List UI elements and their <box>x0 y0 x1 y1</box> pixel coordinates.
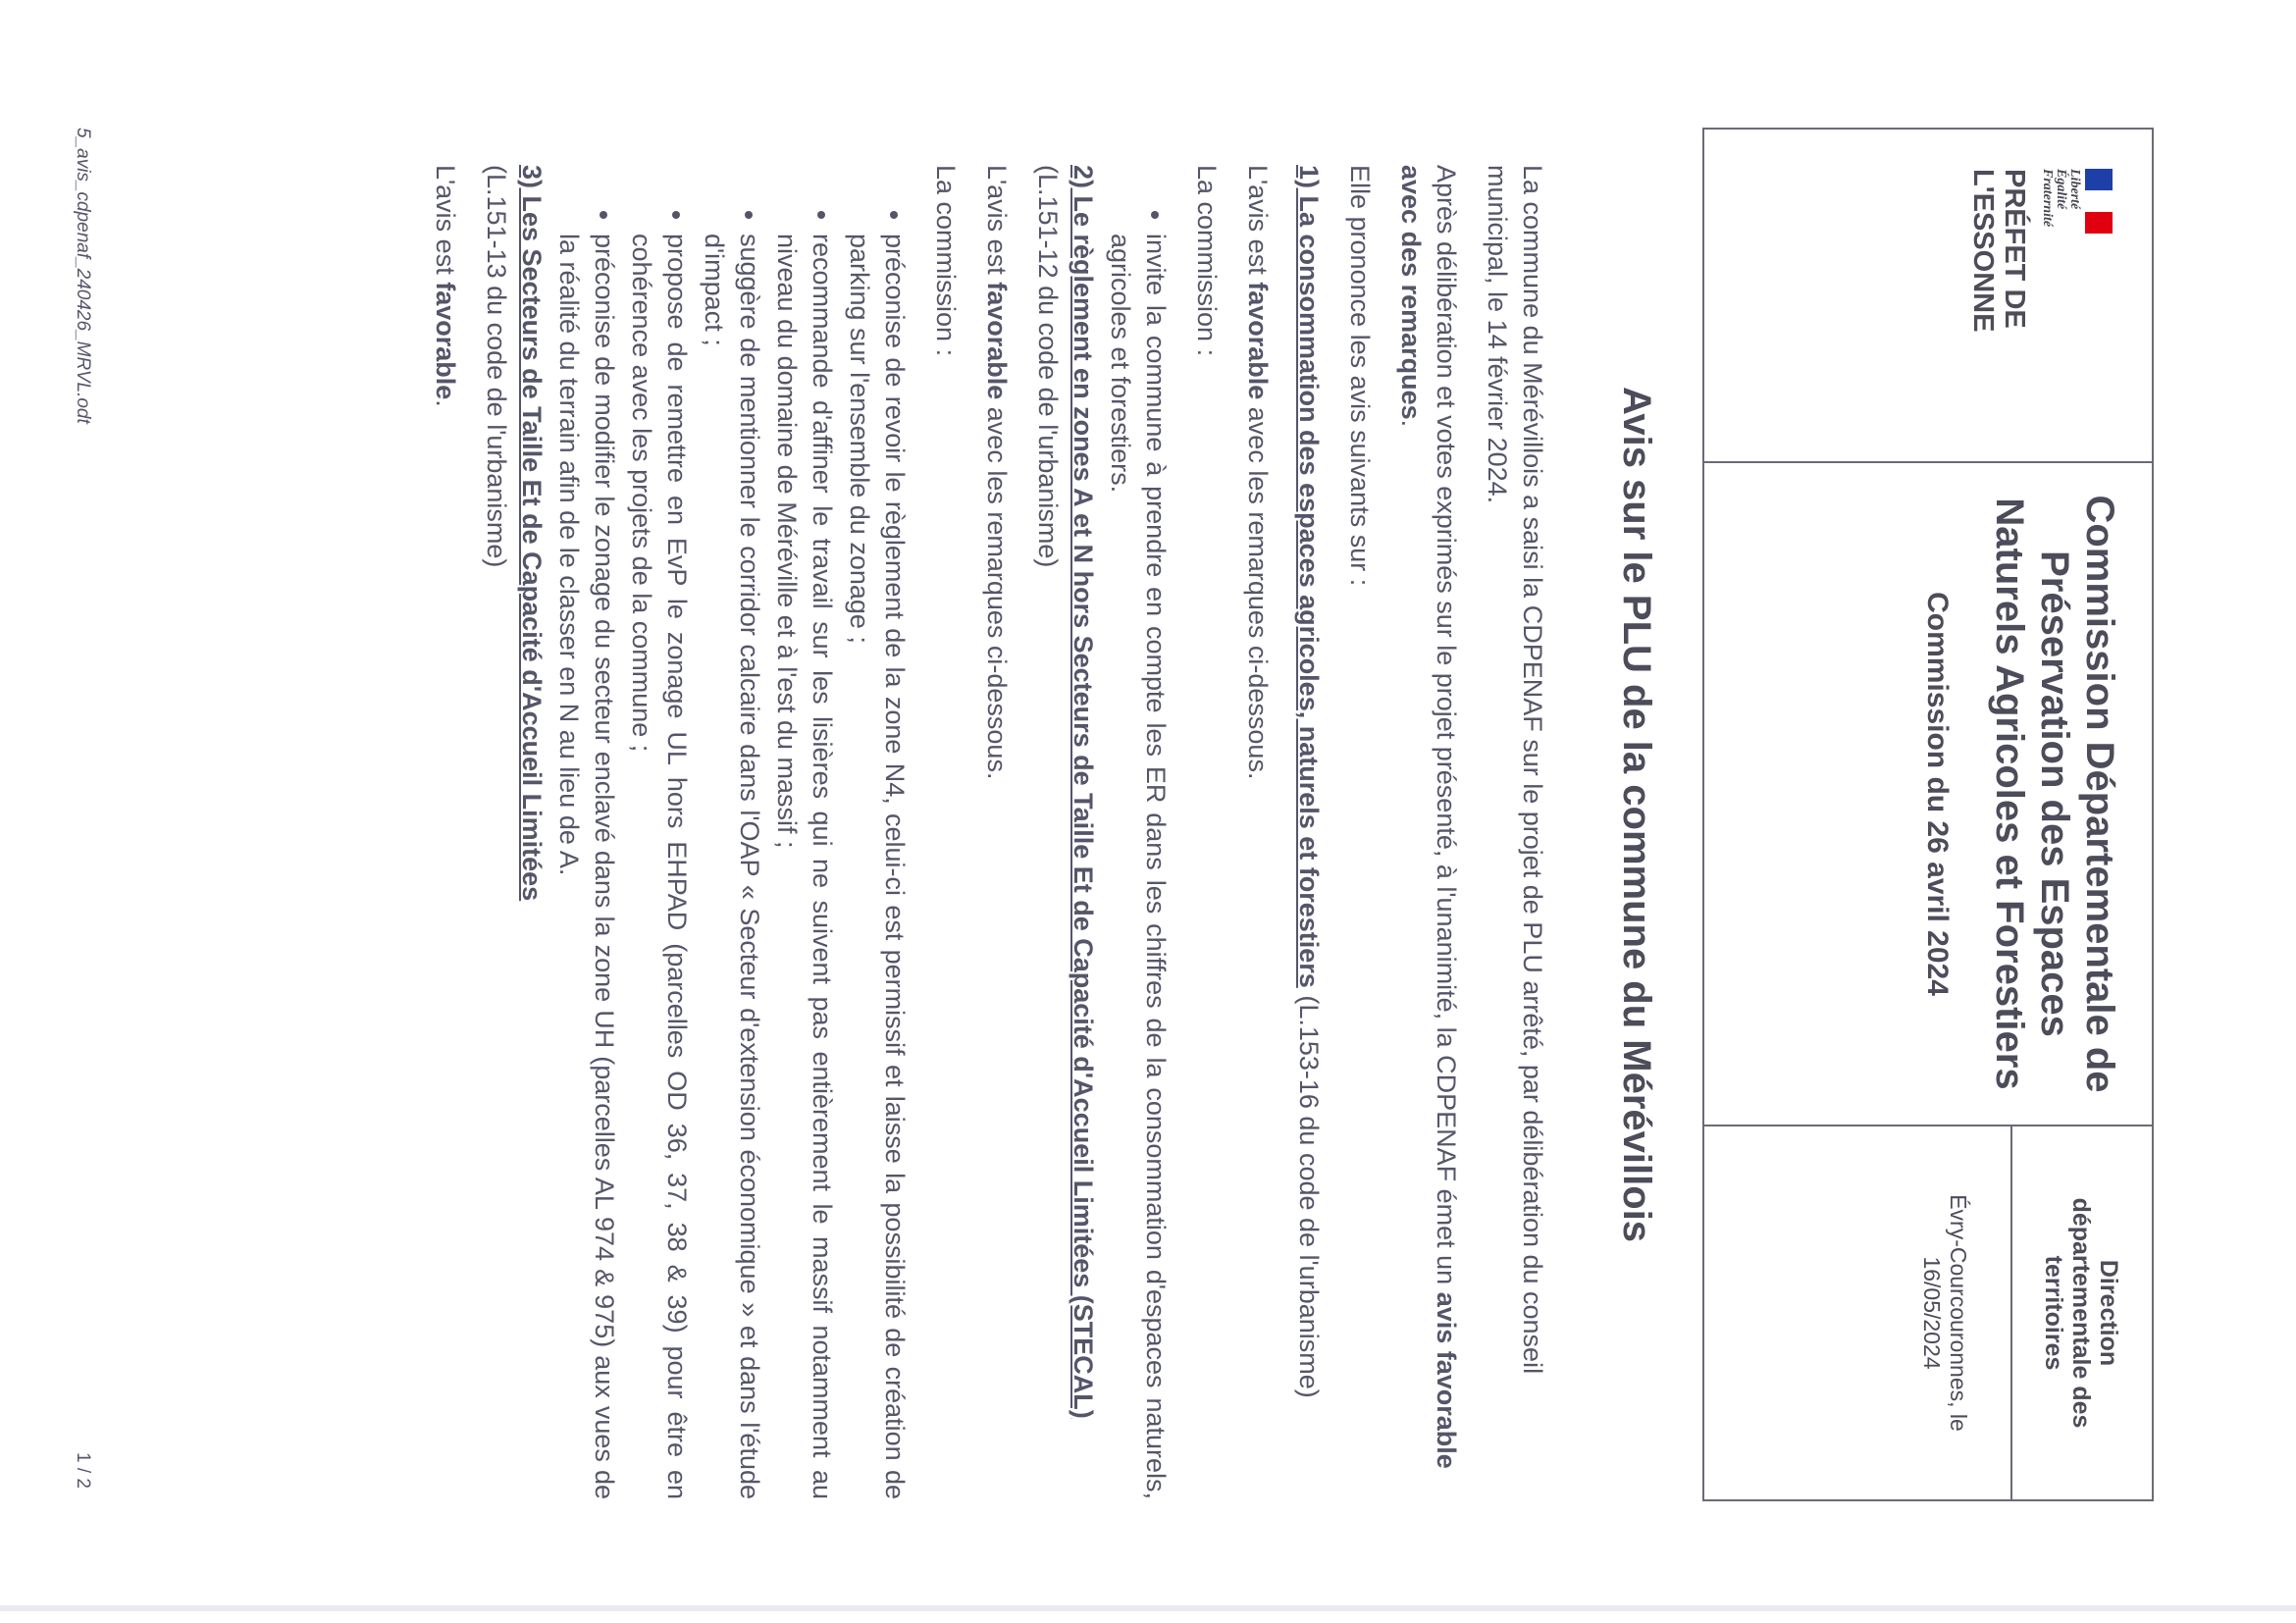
list-item: • recommande d'affiner le travail sur les lisières qui ne suivent pas entièrement le massif notamment au niveau du domaine de Méréville et à l'est du massif ; <box>769 234 840 1499</box>
text-run: avec les remarques ci-dessous. <box>1243 399 1273 780</box>
list-item: • invite la commune à prendre en compte les ER dans les chiffres de la consommation d'espaces naturels, agricoles et forestiers. <box>1103 234 1174 1499</box>
list-item: • préconise de modifier le zonage du secteur enclavé dans la zone UH (parcelles AL 974 & 975) aux vues de la réalité du terrain afin de le classer en N au lieu de A. <box>551 234 622 1499</box>
letterhead <box>1702 128 2154 1501</box>
section-ref: (L.151-13 du code de l'urbanisme) <box>482 165 511 568</box>
list-item: • préconise de revoir le règlement de la zone N4, celui-ci est permissif et laisse la possibilité de création de parking sur l'ensemble du zonage ; <box>842 234 913 1499</box>
section-avis <box>428 165 463 1499</box>
section-heading <box>479 165 549 1499</box>
republic-motto <box>2040 169 2081 461</box>
text-run: avec les remarques ci-dessous. <box>982 399 1012 780</box>
footer-filename: 5_avis_cdpenaf_240426_MRVL.odt <box>73 128 93 424</box>
text-run: L'avis est <box>431 165 460 283</box>
section-avis <box>1240 165 1276 1499</box>
motto-line: Égalité <box>2054 169 2068 210</box>
document-title: Avis sur le PLU de la commune du Mérévillois <box>1615 386 1658 1243</box>
direction-block <box>1704 1126 2152 1499</box>
text-run: L'avis est <box>1243 165 1273 283</box>
section-heading-text: 1) La consommation des espaces agricoles, naturels et forestiers <box>1294 165 1324 988</box>
commission-name: Commission Départementale de Préservation des Espaces Naturels Agricoles et Forestiers <box>1988 495 2121 1093</box>
section-heading-text: 3) Les Secteurs de Taille Et de Capacité d'Accueil Limitées <box>517 165 547 902</box>
section-heading <box>1291 165 1327 1499</box>
avis-value: favorable <box>431 282 460 400</box>
intro-decision <box>1393 165 1464 1499</box>
divider <box>2010 1126 2012 1499</box>
motto-line: Fraternité <box>2040 169 2055 228</box>
section-ref: (L.151-12 du code de l'urbanisme) <box>1033 165 1063 568</box>
commission-date: Commission du 26 avril 2024 <box>1921 592 1954 996</box>
decision-highlight: avis favorable avec des remarques <box>1396 165 1461 1469</box>
direction-name: Direction départementale des territoires <box>2040 1197 2122 1429</box>
prefet-label: PRÉFET DE L'ESSONNE <box>1967 169 2030 333</box>
text-run: Après délibération et votes exprimés sur le projet présenté, à l'unanimité, la CDPENAF émet un <box>1432 165 1461 1292</box>
motto-line: Liberté <box>2067 169 2082 210</box>
list-item: • propose de remettre en EvP le zonage UL hors EHPAD (parcelles OD 36, 37, 38 & 39) pour être en cohérence avec les projets de la commune ; <box>624 234 695 1499</box>
intro-lead: Elle prononce les avis suivants sur : <box>1345 165 1375 587</box>
text-run: . <box>431 399 460 407</box>
remarks-list <box>1103 165 1174 1499</box>
commission-label: La commission : <box>1192 165 1222 357</box>
section-ref: (L.153-16 du code de l'urbanisme) <box>1294 987 1324 1398</box>
prefecture-block <box>1704 130 2152 463</box>
intro-paragraph: La commune du Mérévillois a saisi la CDPENAF sur le projet de PLU arrêté, par délibération du conseil municipal, le 14 février 2024. <box>1483 165 1547 1375</box>
section-avis <box>979 165 1015 1499</box>
commission-block <box>1704 463 2152 1126</box>
commission-label: La commission : <box>931 165 961 357</box>
section-heading-text: 2) Le règlement en zones A et N hors Secteurs de Taille Et de Capacité d'Accueil Limitées (STECAL) <box>1069 165 1098 1419</box>
text-run: . <box>1396 419 1426 428</box>
text-run: L'avis est <box>982 165 1012 283</box>
page-number: 1 / 2 <box>73 1452 93 1489</box>
avis-value: favorable <box>982 282 1012 400</box>
avis-value: favorable <box>1243 282 1273 400</box>
section-heading <box>1030 165 1101 1499</box>
document-body <box>412 165 1550 1499</box>
remarks-list <box>551 165 913 1499</box>
marianne-flag-icon <box>2085 169 2113 234</box>
list-item: • suggère de mentionner le corridor calcaire dans l'OAP « Secteur d'extension économique » et dans l'étude d'impact ; <box>697 234 767 1499</box>
place-date: Évry-Courcouronnes, le 16/05/2024 <box>1919 1194 1971 1432</box>
